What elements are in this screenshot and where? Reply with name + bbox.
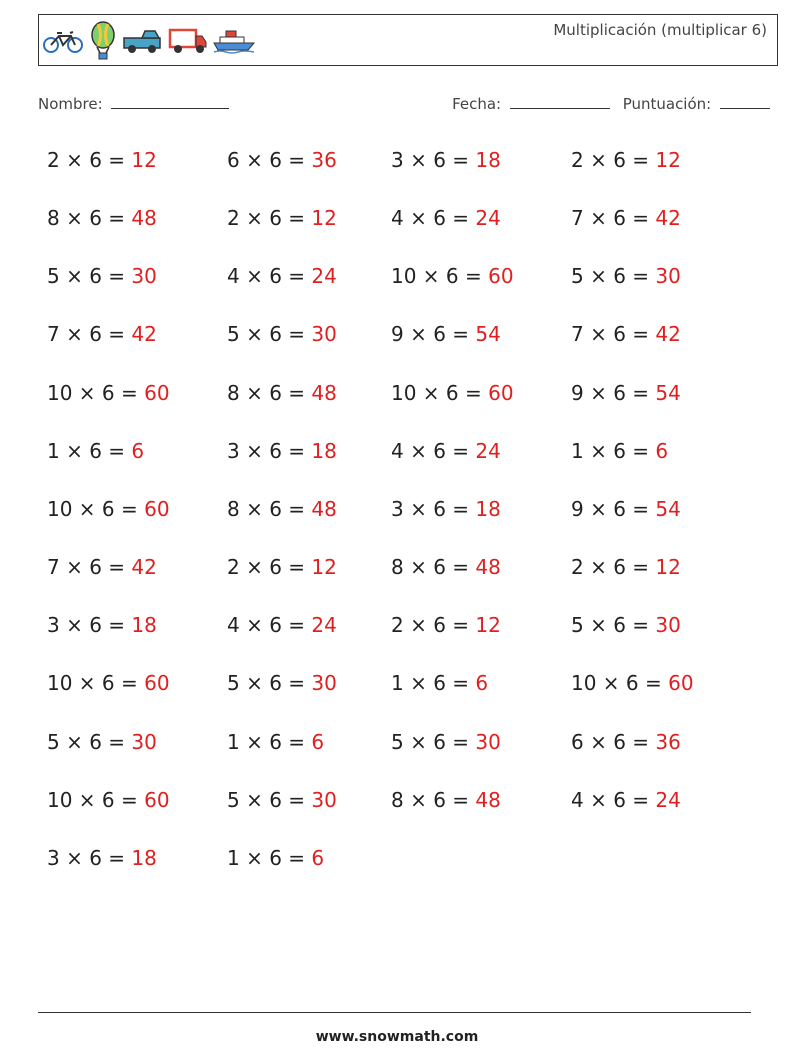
problem-question: 6 × 6 =: [571, 729, 656, 754]
problem-question: 5 × 6 =: [227, 671, 312, 696]
problem-answer: 30: [131, 264, 157, 289]
problem-answer: 12: [655, 555, 681, 580]
problem-question: 2 × 6 =: [571, 148, 656, 172]
pickup-truck-icon: [122, 28, 164, 54]
problem-cell: [227, 788, 337, 812]
problem-answer: 18: [131, 845, 157, 870]
problem-answer: 36: [311, 148, 337, 172]
problem-answer: 12: [655, 148, 681, 172]
problem-question: 3 × 6 =: [47, 845, 132, 870]
problem-question: 9 × 6 =: [571, 496, 656, 521]
problem-question: 2 × 6 =: [227, 206, 312, 231]
date-score-fields: [452, 94, 770, 113]
problem-answer: 36: [655, 729, 681, 754]
problem-cell: [47, 846, 157, 870]
problem-answer: 24: [655, 787, 681, 812]
problem-answer: 6: [131, 438, 145, 463]
problem-cell: [391, 497, 501, 521]
problem-cell: [47, 206, 157, 230]
score-line: [720, 94, 770, 109]
problem-question: 7 × 6 =: [571, 206, 656, 231]
problem-question: 5 × 6 =: [47, 264, 132, 289]
icon-strip: [42, 21, 256, 61]
problem-question: 4 × 6 =: [391, 438, 476, 463]
problem-cell: [227, 264, 337, 288]
problem-cell: [47, 555, 157, 579]
problem-cell: [571, 613, 681, 637]
date-line: [510, 94, 610, 109]
problem-question: 4 × 6 =: [571, 787, 656, 812]
ship-icon: [212, 28, 256, 54]
problem-answer: 42: [655, 206, 681, 231]
problem-question: 4 × 6 =: [227, 264, 312, 289]
problem-cell: [571, 497, 681, 521]
problem-answer: 6: [475, 671, 489, 696]
problem-cell: [391, 555, 501, 579]
problem-question: 9 × 6 =: [391, 322, 476, 347]
problem-cell: [47, 788, 170, 812]
problem-answer: 12: [475, 613, 501, 638]
problem-question: 10 × 6 =: [391, 264, 489, 289]
problem-answer: 6: [655, 438, 669, 463]
problem-cell: [391, 148, 501, 172]
problem-question: 10 × 6 =: [47, 787, 145, 812]
problem-cell: [391, 613, 501, 637]
problem-cell: [227, 148, 337, 172]
problem-answer: 60: [488, 264, 514, 289]
problem-question: 2 × 6 =: [227, 555, 312, 580]
problem-answer: 48: [311, 380, 337, 405]
delivery-truck-icon: [168, 28, 208, 54]
problem-cell: [571, 148, 681, 172]
problem-question: 7 × 6 =: [47, 322, 132, 347]
problem-question: 6 × 6 =: [227, 148, 312, 172]
problem-answer: 30: [475, 729, 501, 754]
problem-cell: [227, 322, 337, 346]
problem-cell: [571, 671, 694, 695]
problem-answer: 18: [131, 613, 157, 638]
problem-answer: 6: [311, 845, 325, 870]
problem-answer: 24: [311, 264, 337, 289]
header-box: [38, 14, 778, 66]
problem-cell: [571, 555, 681, 579]
problem-cell: [391, 322, 501, 346]
problem-question: 8 × 6 =: [227, 380, 312, 405]
problem-cell: [47, 148, 157, 172]
problem-answer: 42: [131, 555, 157, 580]
problem-question: 5 × 6 =: [571, 264, 656, 289]
problem-answer: 54: [655, 496, 681, 521]
problem-cell: [571, 264, 681, 288]
problem-question: 3 × 6 =: [391, 496, 476, 521]
problem-question: 2 × 6 =: [391, 613, 476, 638]
problem-answer: 48: [475, 555, 501, 580]
problem-answer: 30: [311, 671, 337, 696]
bicycle-icon: [42, 28, 84, 54]
problem-question: 1 × 6 =: [391, 671, 476, 696]
problem-cell: [227, 206, 337, 230]
score-label: Puntuación:: [622, 95, 712, 113]
problem-question: 7 × 6 =: [571, 322, 656, 347]
problem-cell: [391, 671, 488, 695]
problem-answer: 24: [475, 206, 501, 231]
problem-cell: [391, 206, 501, 230]
problem-question: 4 × 6 =: [391, 206, 476, 231]
problem-question: 10 × 6 =: [571, 671, 669, 696]
problem-cell: [391, 730, 501, 754]
problem-question: 2 × 6 =: [47, 148, 132, 172]
problem-cell: [47, 497, 170, 521]
problem-answer: 42: [131, 322, 157, 347]
problem-cell: [47, 381, 170, 405]
name-line: [111, 94, 229, 109]
problem-answer: 24: [311, 613, 337, 638]
problem-answer: 12: [131, 148, 157, 172]
problem-question: 8 × 6 =: [391, 787, 476, 812]
footer-divider: [38, 1012, 751, 1013]
problem-question: 3 × 6 =: [391, 148, 476, 172]
problem-question: 9 × 6 =: [571, 380, 656, 405]
problem-question: 1 × 6 =: [227, 729, 312, 754]
problem-answer: 18: [475, 496, 501, 521]
problem-answer: 48: [131, 206, 157, 231]
problem-answer: 30: [655, 613, 681, 638]
problem-cell: [571, 381, 681, 405]
problem-cell: [571, 730, 681, 754]
problem-question: 3 × 6 =: [227, 438, 312, 463]
problem-cell: [571, 322, 681, 346]
worksheet-title: Multiplicación (multiplicar 6): [553, 21, 767, 39]
problem-cell: [227, 497, 337, 521]
problem-answer: 60: [144, 380, 170, 405]
problem-answer: 30: [131, 729, 157, 754]
problem-question: 5 × 6 =: [227, 787, 312, 812]
problem-question: 5 × 6 =: [391, 729, 476, 754]
problem-cell: [571, 439, 668, 463]
problem-cell: [227, 613, 337, 637]
problem-question: 2 × 6 =: [571, 555, 656, 580]
problem-question: 1 × 6 =: [47, 438, 132, 463]
problem-cell: [47, 730, 157, 754]
problem-cell: [391, 788, 501, 812]
problem-answer: 18: [475, 148, 501, 172]
problem-answer: 30: [655, 264, 681, 289]
problem-question: 3 × 6 =: [47, 613, 132, 638]
name-label: Nombre:: [38, 95, 103, 113]
problem-cell: [391, 439, 501, 463]
problem-question: 8 × 6 =: [47, 206, 132, 231]
problem-cell: [571, 206, 681, 230]
problem-question: 5 × 6 =: [571, 613, 656, 638]
problem-answer: 30: [311, 787, 337, 812]
date-label: Fecha:: [452, 95, 502, 113]
footer-site: www.snowmath.com: [315, 1029, 479, 1045]
problem-question: 10 × 6 =: [47, 380, 145, 405]
problem-cell: [227, 846, 324, 870]
problem-answer: 42: [655, 322, 681, 347]
problem-answer: 30: [311, 322, 337, 347]
problem-question: 1 × 6 =: [571, 438, 656, 463]
problem-question: 10 × 6 =: [391, 380, 489, 405]
meta-row: [38, 94, 770, 116]
problem-answer: 60: [144, 496, 170, 521]
problem-cell: [227, 381, 337, 405]
problem-answer: 60: [144, 787, 170, 812]
name-field: [38, 94, 229, 113]
problem-cell: [391, 264, 514, 288]
problem-answer: 54: [475, 322, 501, 347]
problem-cell: [227, 439, 337, 463]
problem-cell: [227, 671, 337, 695]
problem-question: 8 × 6 =: [227, 496, 312, 521]
problem-cell: [391, 381, 514, 405]
problem-answer: 60: [668, 671, 694, 696]
problem-answer: 12: [311, 555, 337, 580]
hot-air-balloon-icon: [88, 21, 118, 61]
problem-question: 7 × 6 =: [47, 555, 132, 580]
problem-cell: [227, 555, 337, 579]
problem-question: 10 × 6 =: [47, 496, 145, 521]
problem-cell: [47, 671, 170, 695]
problem-answer: 48: [311, 496, 337, 521]
problem-answer: 60: [488, 380, 514, 405]
problem-answer: 48: [475, 787, 501, 812]
problem-answer: 60: [144, 671, 170, 696]
problem-cell: [227, 730, 324, 754]
problem-question: 8 × 6 =: [391, 555, 476, 580]
problem-question: 5 × 6 =: [227, 322, 312, 347]
problem-cell: [571, 788, 681, 812]
problem-cell: [47, 322, 157, 346]
problem-cell: [47, 613, 157, 637]
problem-cell: [47, 439, 144, 463]
problem-question: 10 × 6 =: [47, 671, 145, 696]
problem-question: 4 × 6 =: [227, 613, 312, 638]
problem-question: 5 × 6 =: [47, 729, 132, 754]
problem-cell: [47, 264, 157, 288]
problem-question: 1 × 6 =: [227, 845, 312, 870]
problem-answer: 12: [311, 206, 337, 231]
problem-answer: 24: [475, 438, 501, 463]
problem-answer: 18: [311, 438, 337, 463]
problem-answer: 6: [311, 729, 325, 754]
problem-answer: 54: [655, 380, 681, 405]
